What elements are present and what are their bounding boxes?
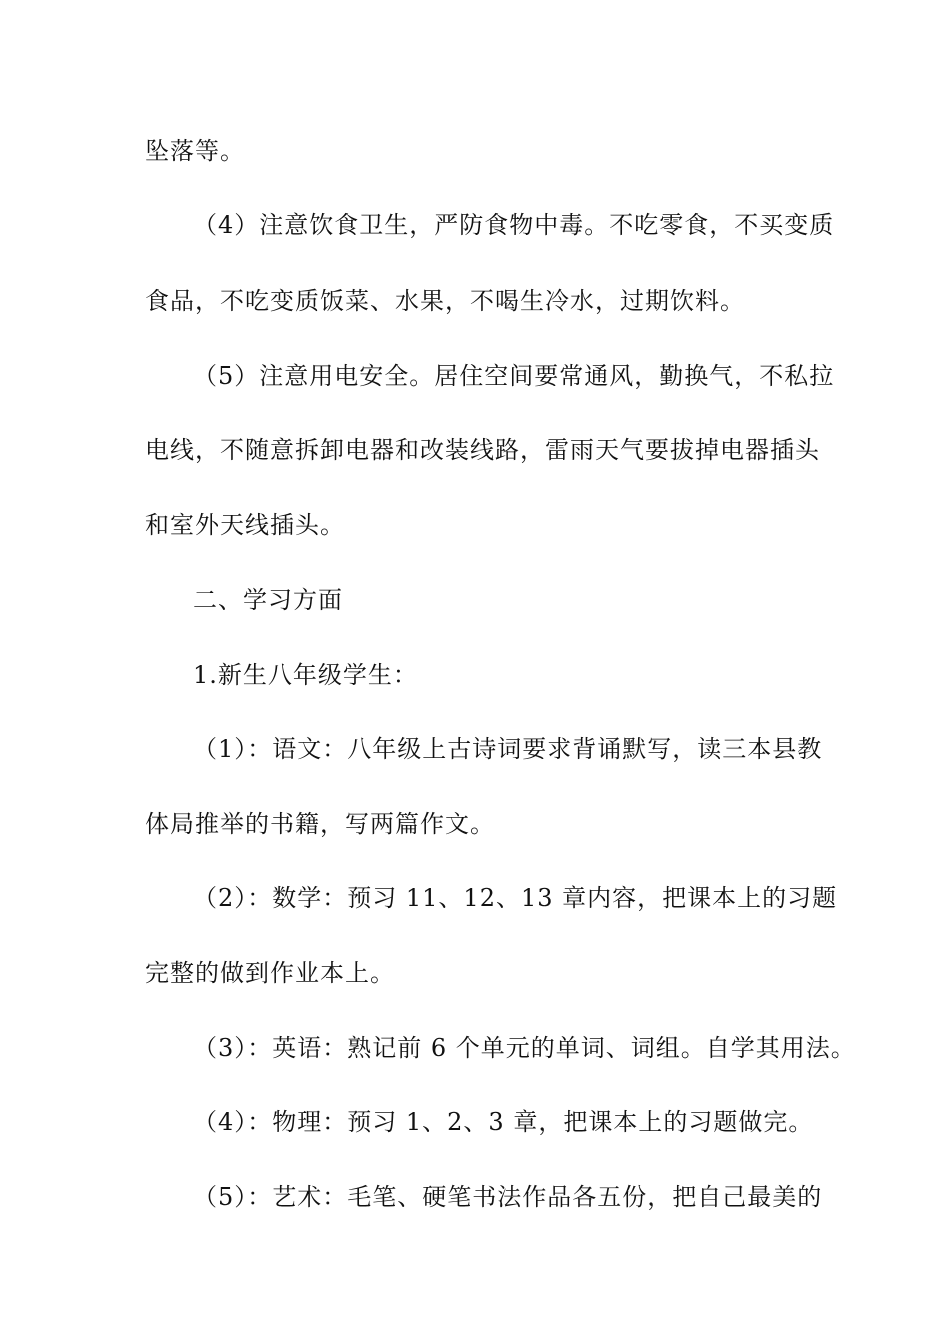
section-heading: 二、学习方面: [193, 586, 343, 614]
text-line-4: （5）注意用电安全。居住空间要常通风，勤换气，不私拉: [193, 362, 835, 390]
text-line-1: 坠落等。: [145, 137, 245, 165]
text-line-15: （5）：艺术：毛笔、硬笔书法作品各五份，把自己最美的: [193, 1183, 823, 1211]
text-line-2: （4）注意饮食卫生，严防食物中毒。不吃零食，不买变质: [193, 211, 835, 239]
text-line-13: （3）：英语：熟记前 6 个单元的单词、词组。自学其用法。: [193, 1034, 856, 1062]
text-line-5: 电线，不随意拆卸电器和改装线路，雷雨天气要拔掉电器插头: [145, 436, 820, 464]
text-line-14: （4）：物理：预习 1、2、3 章，把课本上的习题做完。: [193, 1108, 814, 1136]
text-line-9: （1）：语文：八年级上古诗词要求背诵默写，读三本县教: [193, 735, 823, 763]
subsection-heading: 1.新生八年级学生：: [193, 661, 418, 689]
text-line-6: 和室外天线插头。: [145, 511, 345, 539]
text-line-3: 食品，不吃变质饭菜、水果，不喝生冷水，过期饮料。: [145, 287, 745, 315]
text-line-12: 完整的做到作业本上。: [145, 959, 395, 987]
text-line-11: （2）：数学：预习 11、12、13 章内容，把课本上的习题: [193, 884, 838, 912]
text-line-10: 体局推举的书籍，写两篇作文。: [145, 810, 495, 838]
